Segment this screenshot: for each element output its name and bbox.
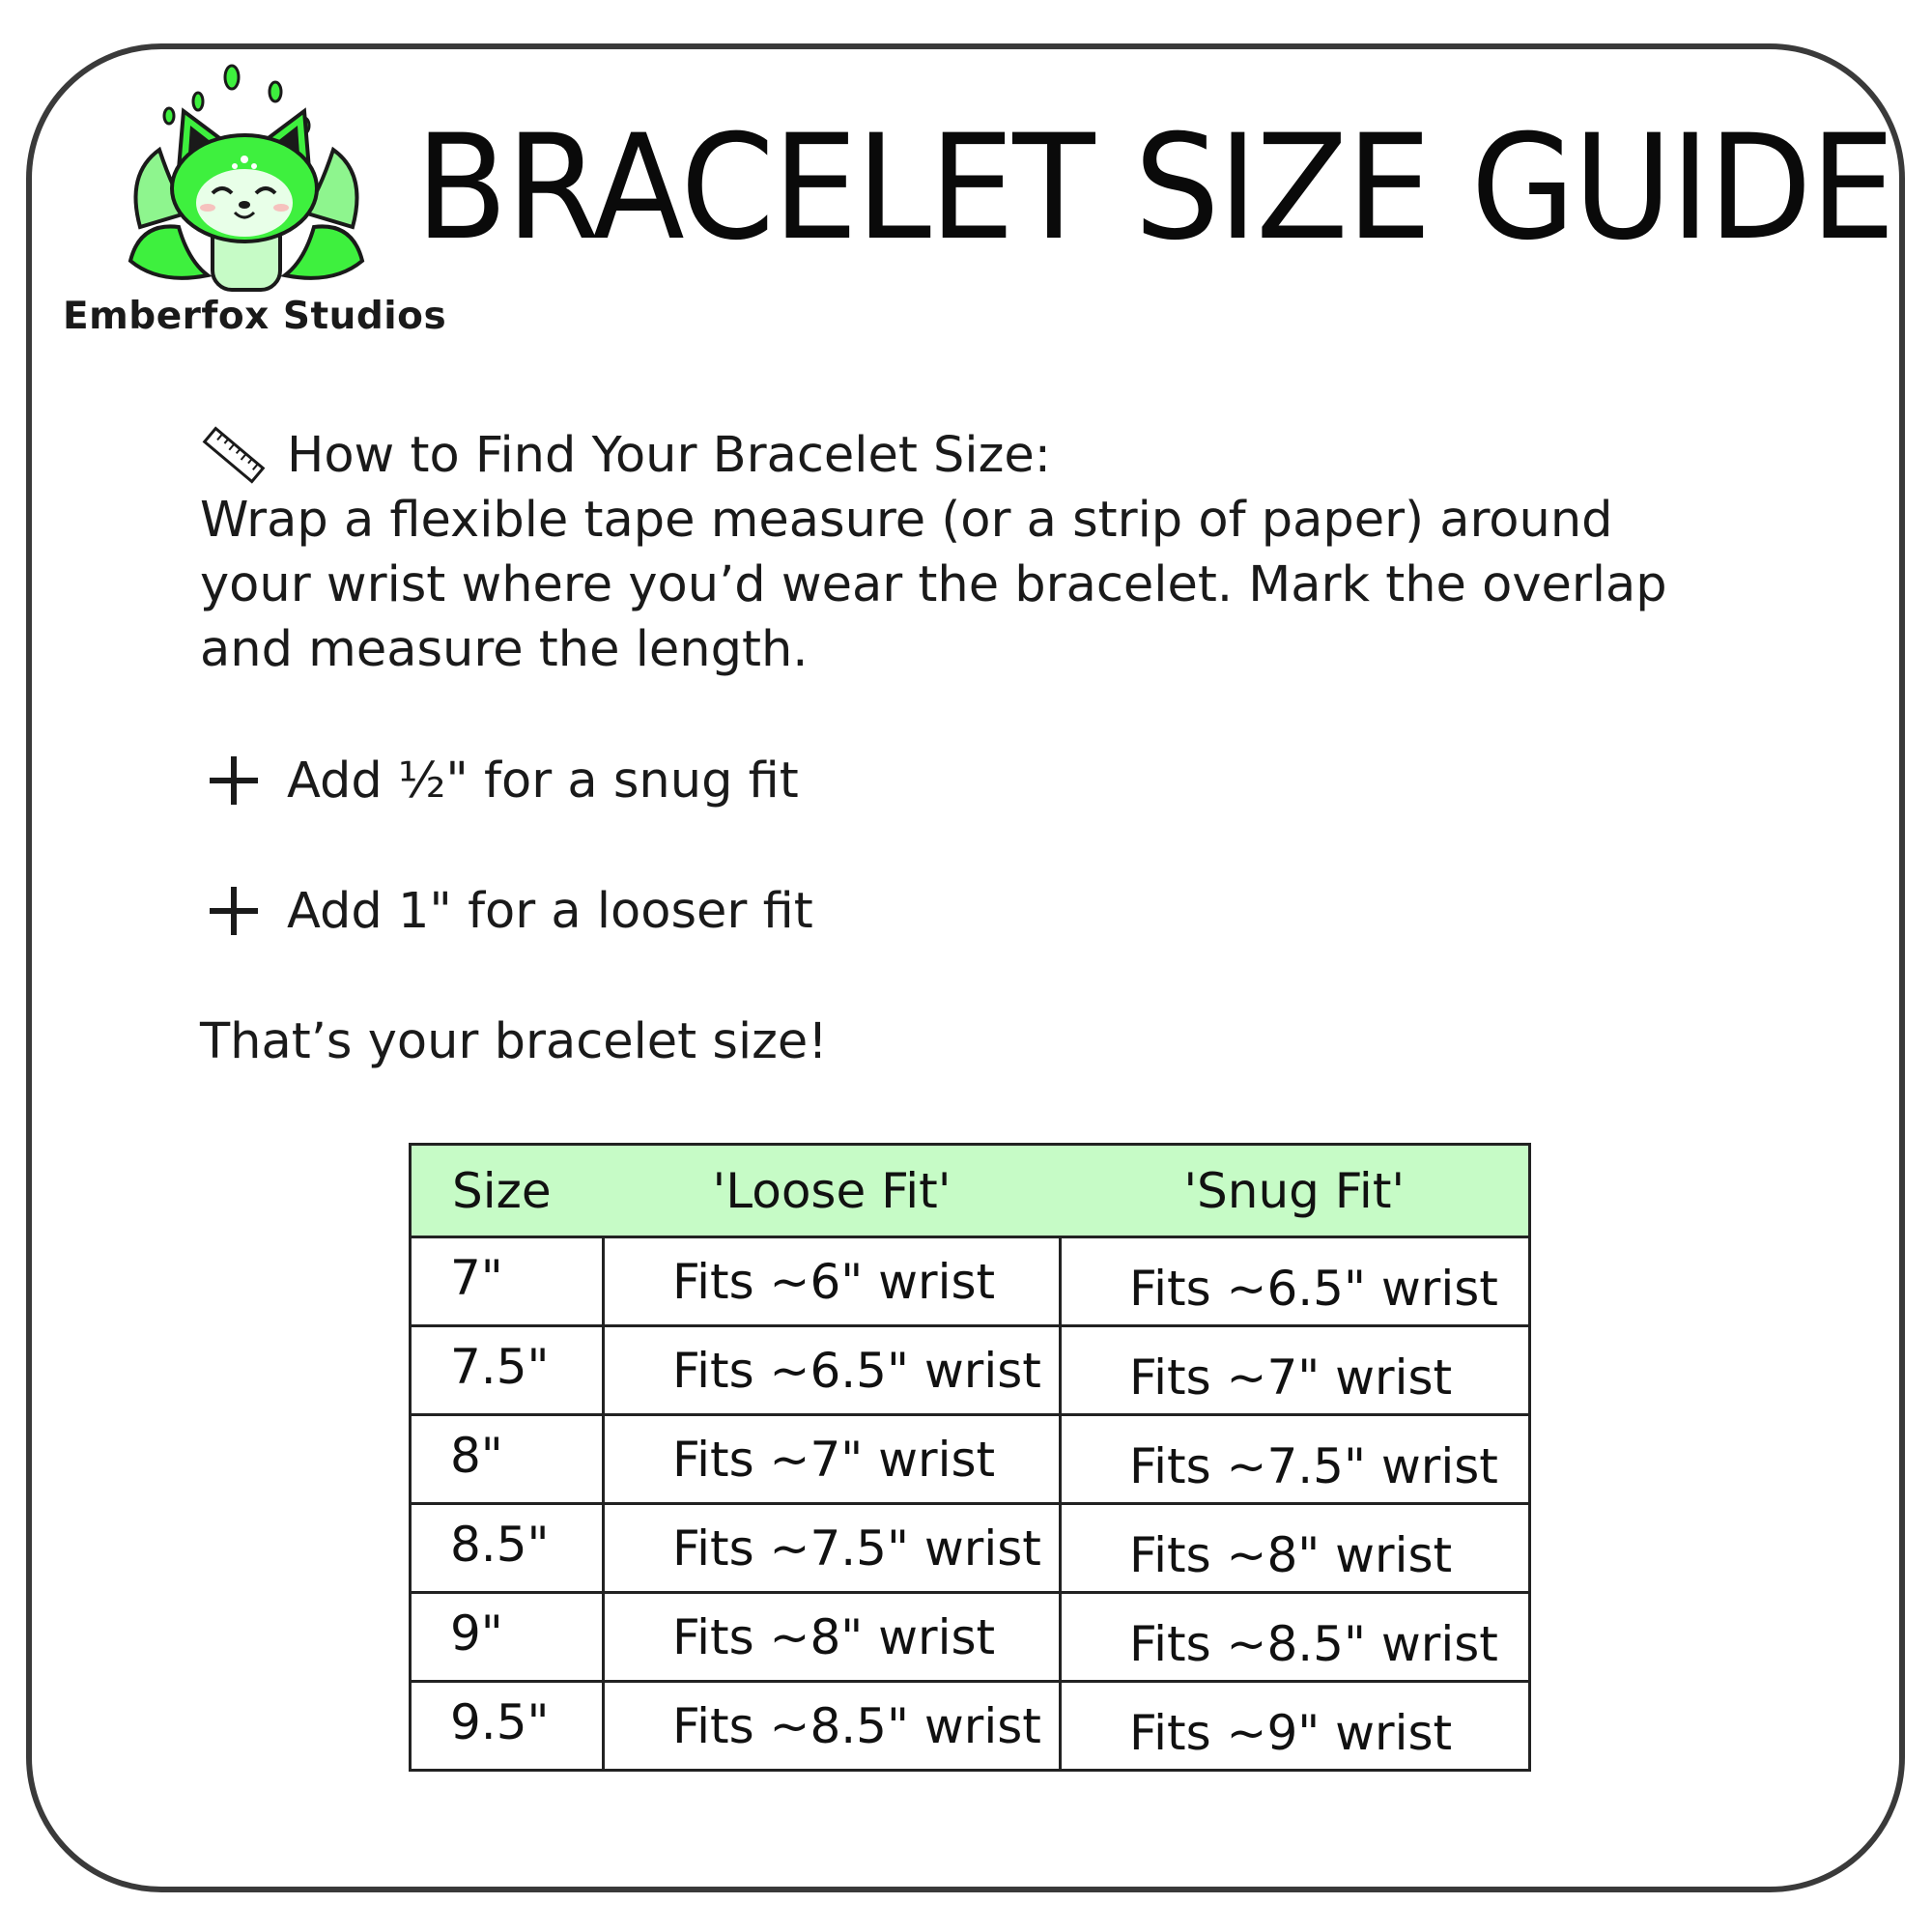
snug-fit-cell: Fits ~7" wrist (1061, 1326, 1530, 1415)
snug-fit-cell: Fits ~8.5" wrist (1061, 1593, 1530, 1682)
tip-snug-fit (200, 749, 799, 813)
snug-fit-cell: Fits ~6.5" wrist (1061, 1237, 1530, 1326)
size-table (409, 1143, 1531, 1772)
size-cell: 7.5" (411, 1326, 604, 1415)
loose-fit-cell: Fits ~6" wrist (604, 1237, 1061, 1326)
loose-fit-cell: Fits ~7.5" wrist (604, 1504, 1061, 1593)
size-cell: 9" (411, 1593, 604, 1682)
instructions-line: your wrist where you’d wear the bracelet. Mark the overlap (200, 556, 1667, 613)
table-row (411, 1504, 1530, 1593)
closing-text: That’s your bracelet size! (200, 1013, 828, 1070)
table-header-row (411, 1145, 1530, 1237)
snug-fit-cell: Fits ~8" wrist (1061, 1504, 1530, 1593)
loose-fit-cell: Fits ~8.5" wrist (604, 1682, 1061, 1771)
snug-fit-cell: Fits ~7.5" wrist (1061, 1415, 1530, 1504)
table-row (411, 1326, 1530, 1415)
size-cell: 8.5" (411, 1504, 604, 1593)
table-row (411, 1593, 1530, 1682)
header-loose-fit: 'Loose Fit' (604, 1145, 1061, 1237)
page-title: BRACELET SIZE GUIDE (415, 104, 1894, 272)
instructions-line: and measure the length. (200, 621, 809, 678)
instructions-line: Wrap a flexible tape measure (or a strip of paper) around (200, 492, 1613, 549)
size-cell: 8" (411, 1415, 604, 1504)
fox-mascot-icon (121, 58, 372, 299)
header-snug-fit: 'Snug Fit' (1061, 1145, 1530, 1237)
table-row (411, 1237, 1530, 1326)
tip-text: Add 1" for a looser fit (287, 883, 813, 940)
plus-icon (200, 749, 268, 813)
snug-fit-cell: Fits ~9" wrist (1061, 1682, 1530, 1771)
table-row (411, 1682, 1530, 1771)
ruler-icon (200, 423, 268, 488)
plus-icon (200, 879, 268, 944)
tip-text: Add ½" for a snug fit (287, 753, 799, 810)
size-cell: 9.5" (411, 1682, 604, 1771)
size-cell: 7" (411, 1237, 604, 1326)
loose-fit-cell: Fits ~7" wrist (604, 1415, 1061, 1504)
loose-fit-cell: Fits ~8" wrist (604, 1593, 1061, 1682)
table-row (411, 1415, 1530, 1504)
instructions-heading (200, 423, 1051, 488)
instructions-heading-text: How to Find Your Bracelet Size: (287, 427, 1051, 484)
tip-loose-fit (200, 879, 813, 944)
loose-fit-cell: Fits ~6.5" wrist (604, 1326, 1061, 1415)
brand-name: Emberfox Studios (63, 295, 447, 338)
header-size: Size (411, 1145, 604, 1237)
instructions-body (200, 488, 1667, 682)
